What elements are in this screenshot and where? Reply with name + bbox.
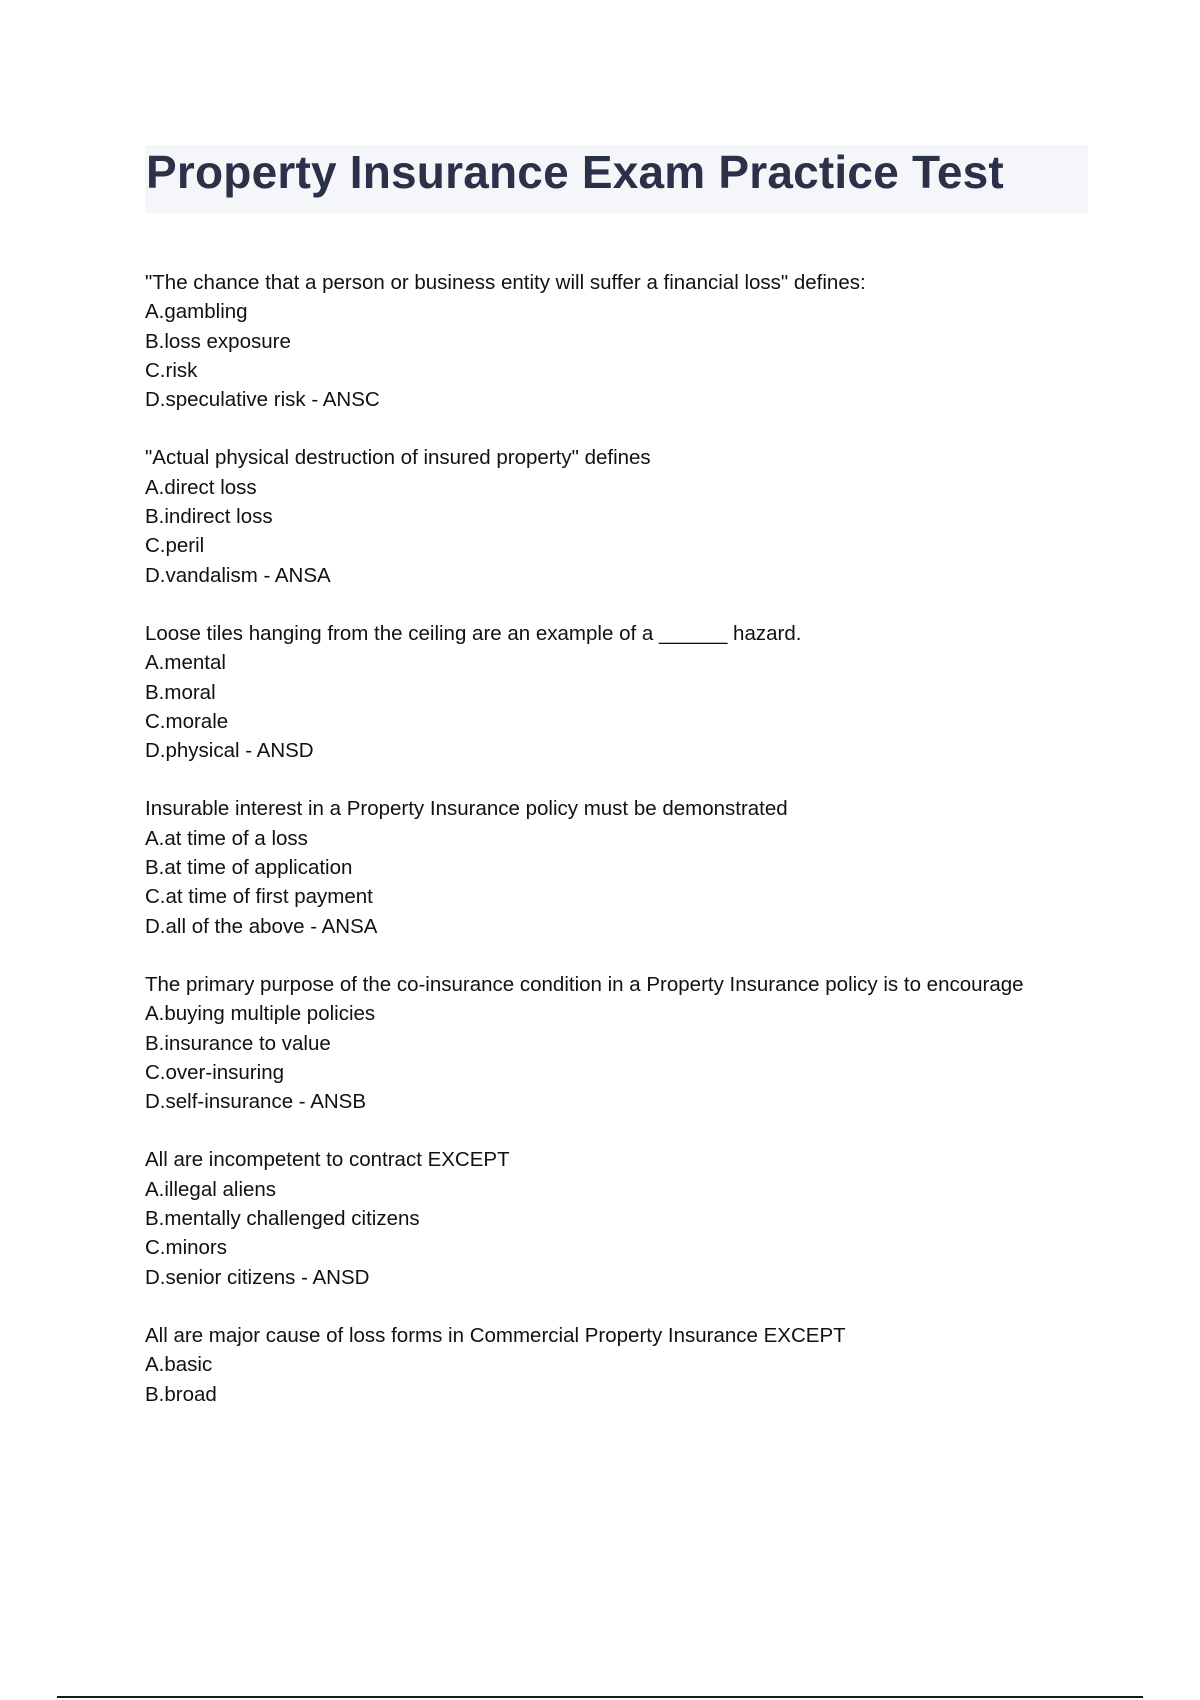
answer-option: B.loss exposure xyxy=(145,329,291,353)
answer-option: C.over-insuring xyxy=(145,1060,284,1084)
answer-option: B.insurance to value xyxy=(145,1031,331,1055)
question-prompt: "Actual physical destruction of insured property" defines xyxy=(145,446,651,470)
answer-option: B.broad xyxy=(145,1382,217,1406)
page-divider xyxy=(57,1696,1143,1698)
answer-option: C.minors xyxy=(145,1236,228,1260)
question-block xyxy=(145,1145,1025,1291)
answer-option: A.at time of a loss xyxy=(145,826,308,850)
answer-option: B.at time of application xyxy=(145,856,353,880)
answer-option: A.mental xyxy=(145,651,226,675)
question-list xyxy=(145,268,1025,1438)
answer-option: C.risk xyxy=(145,358,198,382)
answer-option: A.direct loss xyxy=(145,475,257,499)
answer-option: D.physical - ANSD xyxy=(145,739,314,763)
answer-option: A.illegal aliens xyxy=(145,1177,277,1201)
question-prompt: All are incompetent to contract EXCEPT xyxy=(145,1148,510,1172)
question-prompt: "The chance that a person or business entity will suffer a financial loss" defines: xyxy=(145,271,866,294)
question-prompt: Insurable interest in a Property Insurance policy must be demonstrated xyxy=(145,797,788,821)
question-block xyxy=(145,619,1025,765)
answer-option: C.peril xyxy=(145,534,205,558)
answer-option: D.all of the above - ANSA xyxy=(145,914,378,938)
answer-option: B.mentally challenged citizens xyxy=(145,1207,420,1231)
answer-option: A.basic xyxy=(145,1353,213,1377)
answer-option: D.speculative risk - ANSC xyxy=(145,388,380,412)
answer-option: A.buying multiple policies xyxy=(145,1002,376,1026)
answer-option: D.self-insurance - ANSB xyxy=(145,1090,367,1114)
question-prompt: The primary purpose of the co-insurance condition in a Property Insurance policy is to encourage xyxy=(145,972,1024,996)
question-prompt: All are major cause of loss forms in Commercial Property Insurance EXCEPT xyxy=(145,1323,846,1347)
answer-option: D.vandalism - ANSA xyxy=(145,563,331,587)
answer-option: C.morale xyxy=(145,709,229,733)
page-title: Property Insurance Exam Practice Test xyxy=(146,146,1004,198)
answer-option: D.senior citizens - ANSD xyxy=(145,1265,370,1289)
question-block xyxy=(145,794,1025,940)
question-block xyxy=(145,268,1025,414)
question-block xyxy=(145,443,1025,589)
question-prompt: Loose tiles hanging from the ceiling are an example of a ______ hazard. xyxy=(145,621,802,645)
answer-option: A.gambling xyxy=(145,300,248,324)
answer-option: B.indirect loss xyxy=(145,505,273,529)
question-block xyxy=(145,970,1025,1116)
question-block xyxy=(145,1321,1025,1409)
answer-option: B.moral xyxy=(145,680,216,704)
answer-option: C.at time of first payment xyxy=(145,885,373,909)
